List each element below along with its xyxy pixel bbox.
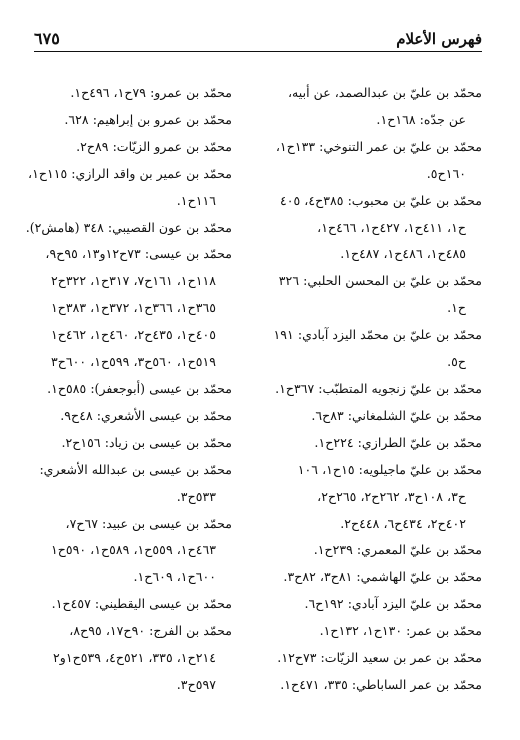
index-entry-continuation: ١٦٠ح٥. <box>426 165 466 181</box>
index-entry: محمّد بن عليّ زنجويه المتطبّب: ٣٦٧ح١. <box>275 380 482 396</box>
index-column-right <box>240 80 482 699</box>
index-entry: محمّد بن عيسى: ٧٣ح١٢و١٣، ٩٥ح٩، <box>45 246 232 262</box>
index-entry: محمّد بن عليّ بن محمّد اليزد آبادي: ١٩١ <box>273 327 482 343</box>
index-entry-continuation: ح١. <box>447 300 466 316</box>
index-entry: محمّد بن عمرو بن إبراهيم: ٦٢٨. <box>64 111 232 127</box>
index-entry-continuation: ١١٨ح١، ١٦١ح٧، ٣١٧ح١، ٣٢٢ح٢ <box>50 273 216 289</box>
index-entry: محمّد بن عون القصيبي: ٣٤٨ (هامش٢). <box>25 219 232 235</box>
index-entry: محمّد بن عمر الساباطي: ٣٣٥، ٤٧١ح١. <box>280 676 482 692</box>
index-entry: محمّد بن عليّ بن المحسن الحلبي: ٣٢٦ <box>278 273 482 289</box>
index-entry: محمّد بن عليّ الطرازي: ٢٢٤ح١. <box>314 434 482 450</box>
index-entry: محمّد بن عيسى اليقطيني: ٤٥٧ح١. <box>51 596 232 612</box>
index-entry: محمّد بن الفرج: ٩٠ح١٧، ٩٥ح٨، <box>69 623 232 639</box>
index-entry-continuation: ٥٩٧ح٣. <box>176 676 216 692</box>
index-entry-continuation: ٤٠٢ح٢، ٤٣٤ح٦، ٤٤٨ح٢. <box>340 515 466 531</box>
index-entry-continuation: ٤٨٥ح١، ٤٨٦ح١، ٤٨٧ح١. <box>340 246 466 262</box>
index-entry-continuation: عن جدّه: ١٦٨ح١. <box>376 111 466 127</box>
index-entry-continuation: ح١، ٤١١ح١، ٤٢٧ح١، ٤٦٦ح١، <box>317 219 466 235</box>
index-entry: محمّد بن عليّ اليزد آبادي: ١٩٢ح٦. <box>304 596 482 612</box>
index-entry-continuation: ح٥. <box>447 354 466 370</box>
index-entry: محمّد بن عمر: ١٣٠ح١، ١٣٢ح١. <box>319 623 482 639</box>
index-entry-continuation: ١١٦ح١. <box>176 192 216 208</box>
index-entry: محمّد بن عمرو: ٧٩ح١، ٤٩٦ح١. <box>70 85 232 100</box>
running-title: فهرس الأعلام <box>396 30 482 48</box>
index-entry: محمّد بن عليّ الهاشمي: ٨١ح٣، ٨٢ح٣. <box>283 569 482 585</box>
index-entry: محمّد بن عيسى بن عبيد: ٦٧ح٧، <box>65 515 232 531</box>
index-entry: محمّد بن عليّ المعمري: ٢٣٩ح١. <box>313 542 482 558</box>
index-entry-continuation: ٤٠٥ح١، ٤٣٥ح٢، ٤٦٠ح١، ٤٦٢ح١ <box>50 327 216 343</box>
index-entry: محمّد بن عليّ بن محبوب: ٣٨٥ح٤، ٤٠٥ <box>279 192 482 208</box>
index-entry: محمّد بن عيسى الأشعري: ٤٨ح٩. <box>60 407 232 423</box>
index-column-left <box>25 80 232 699</box>
page-number: ٦٧٥ <box>34 29 60 48</box>
header-rule <box>34 51 482 52</box>
index-entry-continuation: ٦٠٠ح١، ٦٠٩ح١. <box>133 569 216 585</box>
index-entry: محمّد بن عمر بن سعيد الزيّات: ٧٣ح١٢. <box>277 650 482 666</box>
index-entry-continuation: ح٣، ١٠٨ح٣، ٢٦٢ح٢، ٢٦٥ح٢، <box>317 488 466 504</box>
index-entry: محمّد بن عليّ ماجيلويه: ١٥ح١، ١٠٦ <box>297 461 482 477</box>
index-entry: محمّد بن عيسى (أبوجعفر): ٥٨٥ح١. <box>47 380 232 396</box>
index-entry: محمّد بن عمير بن واقد الرازي: ١١٥ح١، <box>28 165 232 181</box>
index-entry: محمّد بن عليّ بن عبدالصمد، عن أبيه، <box>287 85 482 100</box>
index-entry-continuation: ٥٣٣ح٣. <box>176 488 216 504</box>
page-header <box>34 22 482 48</box>
index-entry: محمّد بن عيسى بن عبدالله الأشعري: <box>39 461 232 477</box>
index-entry-continuation: ٢١٤ح١، ٣٣٥، ٥٢١ح٤، ٥٣٩ح١و٢ <box>53 650 216 666</box>
index-entry-continuation: ٣٦٥ح١، ٣٦٦ح١، ٣٧٢ح١، ٣٨٣ح١ <box>50 300 216 316</box>
index-entry: محمّد بن عمرو الزيّات: ٨٩ح٢. <box>76 138 232 154</box>
index-entry-continuation: ٤٦٣ح١، ٥٥٩ح١، ٥٨٩ح١، ٥٩٠ح١ <box>50 542 216 558</box>
index-entry-continuation: ٥١٩ح١، ٥٦٠ح٣، ٥٩٩ح١، ٦٠٠ح٣ <box>50 354 216 370</box>
index-entry: محمّد بن عليّ الشلمغاني: ٨٣ح٦. <box>311 407 482 423</box>
index-entry: محمّد بن عليّ بن عمر التنوخي: ١٣٣ح١، <box>275 138 482 154</box>
index-entry: محمّد بن عيسى بن زياد: ١٥٦ح٢. <box>61 434 232 450</box>
